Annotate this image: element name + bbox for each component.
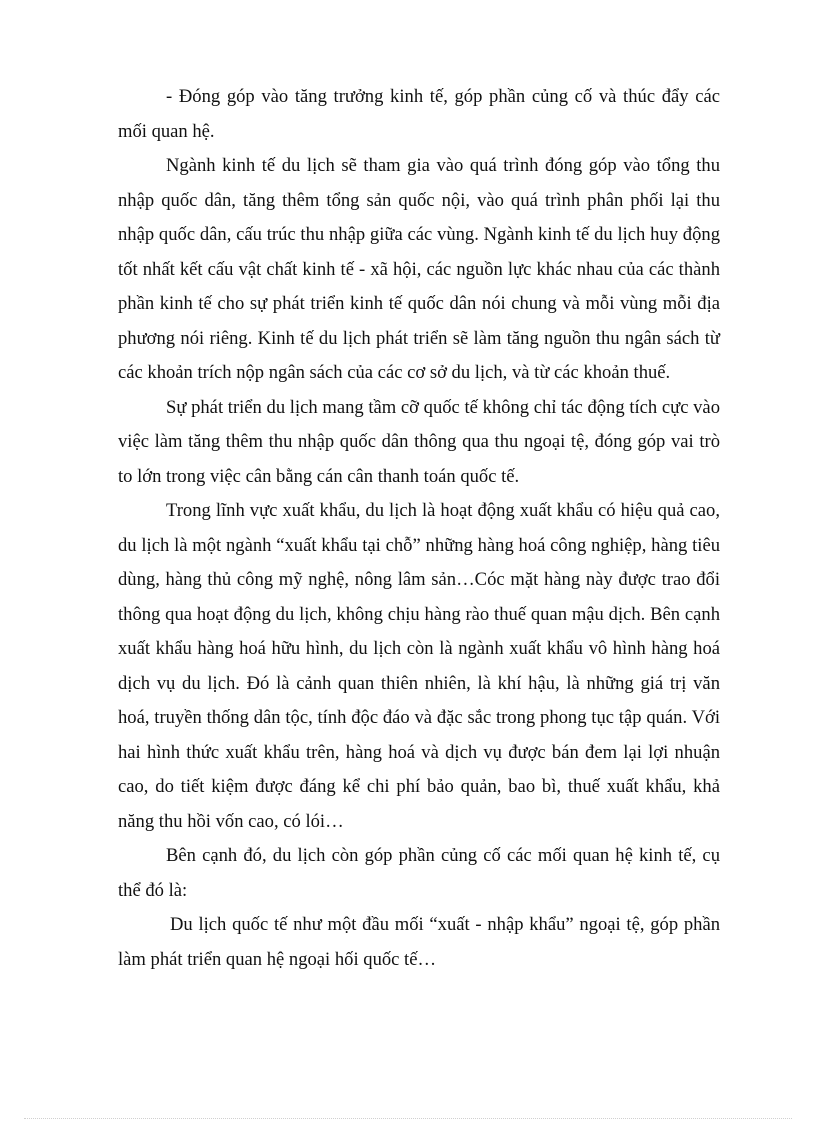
paragraph-economic-growth: - Đóng góp vào tăng trưởng kinh tế, góp phần củng cố và thúc đẩy các mối quan hệ. <box>118 86 720 142</box>
paragraph-national-income: Ngành kinh tế du lịch sẽ tham gia vào quá trình đóng góp vào tổng thu nhập quốc dân, tăng thêm tổng sản quốc nội, vào quá trình phân phối lại thu nhập quốc dân, cấu trúc thu nhập giữa các vùng. Ngành kinh tế du lịch huy động tốt nhất kết cấu vật chất kinh tế - xã hội, các nguồn lực khác nhau của các thành phần kinh tế cho sự phát triển kinh tế quốc dân nói chung và mỗi vùng mỗi địa phương nói riêng. Kinh tế du lịch phát triển sẽ làm tăng nguồn thu ngân sách từ các khoản trích nộp ngân sách của các cơ sở du lịch, và từ các khoản thuế. <box>118 155 720 383</box>
paragraph-international-tourism: Sự phát triển du lịch mang tầm cỡ quốc tế không chỉ tác động tích cực vào việc làm tăng thêm thu nhập quốc dân thông qua thu ngoại tệ, đóng góp vai trò to lớn trong việc cân bằng cán cân thanh toán quốc tế. <box>118 396 720 487</box>
page-bottom-divider <box>24 1118 792 1119</box>
paragraph-foreign-exchange: Du lịch quốc tế như một đầu mối “xuất - nhập khẩu” ngoại tệ, góp phần làm phát triển quan hệ ngoại hối quốc tế… <box>118 914 720 970</box>
paragraph-export: Trong lĩnh vực xuất khẩu, du lịch là hoạt động xuất khẩu có hiệu quả cao, du lịch là một ngành “xuất khẩu tại chỗ” những hàng hoá công nghiệp, hàng tiêu dùng, hàng thủ công mỹ nghệ, nông lâm sản…Cóc mặt hàng này được trao đổi thông qua hoạt động du lịch, không chịu hàng rào thuế quan mậu dịch. Bên cạnh xuất khẩu hàng hoá hữu hình, du lịch còn là ngành xuất khẩu vô hình hàng hoá dịch vụ du lịch. Đó là cảnh quan thiên nhiên, là khí hậu, là những giá trị văn hoá, truyền thống dân tộc, tính độc đáo và đặc sắc trong phong tục tập quán. Với hai hình thức xuất khẩu trên, hàng hoá và dịch vụ được bán đem lại lợi nhuận cao, do tiết kiệm được đáng kể chi phí bảo quản, bao bì, thuế xuất khẩu, khả năng thu hồi vốn cao, có lói… <box>118 500 720 832</box>
document-page <box>118 80 720 977</box>
paragraph-economic-relations: Bên cạnh đó, du lịch còn góp phần củng cố các mối quan hệ kinh tế, cụ thể đó là: <box>118 845 720 901</box>
